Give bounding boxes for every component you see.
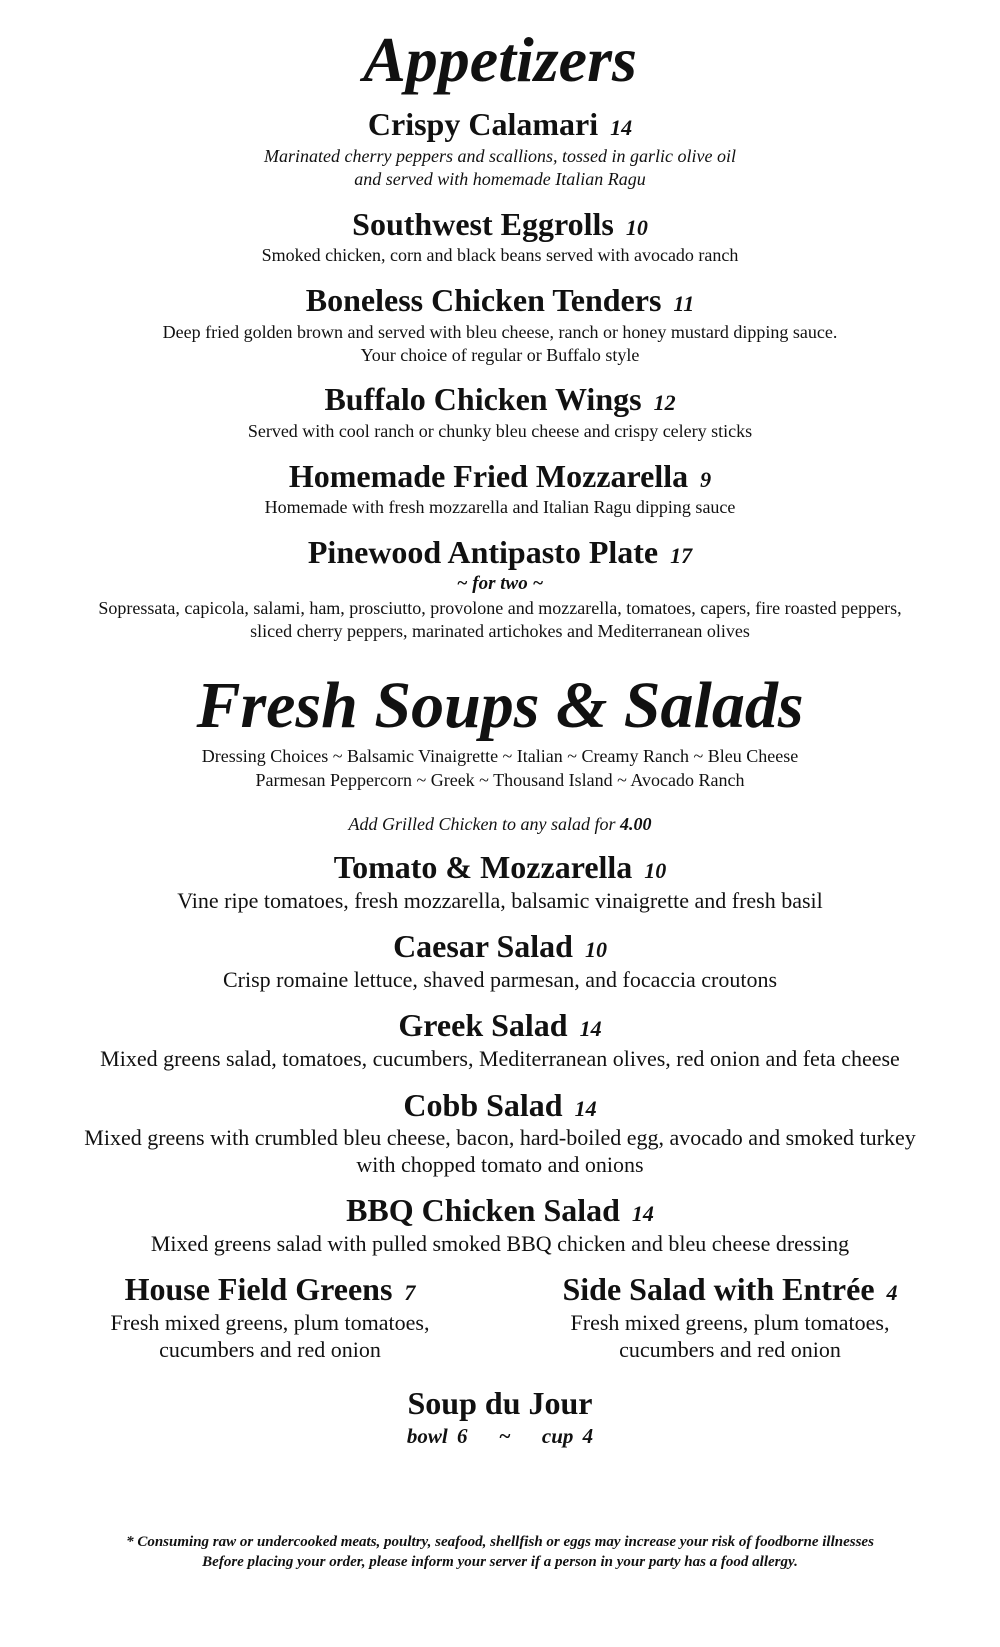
soup-prices [0, 1424, 1000, 1449]
add-chicken-text: Add Grilled Chicken to any salad for [348, 814, 616, 835]
item-name: House Field Greens [124, 1271, 393, 1308]
item-price: 10 [644, 858, 667, 884]
item-description: sliced cherry peppers, marinated artichokes and Mediterranean olives [250, 620, 750, 641]
soup-du-jour [0, 1385, 1000, 1449]
dressing-line: Parmesan Peppercorn ~ Greek ~ Thousand Island ~ Avocado Ranch [255, 769, 745, 790]
item-name: Tomato & Mozzarella [333, 849, 633, 886]
disclaimer-line: Before placing your order, please inform your server if a person in your party has a food allergy. [202, 1553, 798, 1570]
bowl-label: bowl [406, 1423, 448, 1448]
item-note: ~ for two ~ [456, 572, 544, 594]
item-description: Marinated cherry peppers and scallions, tossed in garlic olive oil [264, 145, 736, 166]
menu-item [500, 1271, 960, 1363]
menu-item [0, 106, 1000, 192]
food-safety-disclaimer [0, 1533, 1000, 1572]
item-name: Homemade Fried Mozzarella [288, 457, 689, 494]
item-description: Crisp romaine lettuce, shaved parmesan, and focaccia croutons [222, 967, 778, 993]
menu-item [0, 1007, 1000, 1072]
item-description: with chopped tomato and onions [356, 1151, 644, 1177]
side-salads [0, 1271, 1000, 1363]
price-separator: ~ [498, 1423, 511, 1448]
item-description: Smoked chicken, corn and black beans served with avocado ranch [261, 245, 739, 266]
item-description: and served with homemade Italian Ragu [354, 169, 646, 190]
item-name: Buffalo Chicken Wings [324, 381, 642, 418]
item-description: cucumbers and red onion [159, 1336, 381, 1362]
item-name: Boneless Chicken Tenders [305, 281, 662, 318]
item-price: 11 [673, 290, 695, 316]
cup-price: 4 [582, 1423, 594, 1448]
item-price: 14 [579, 1016, 602, 1042]
item-name: Side Salad with Entrée [562, 1271, 875, 1308]
item-description: Sopressata, capicola, salami, ham, prosciutto, provolone and mozzarella, tomatoes, capers, fire roasted peppers, [98, 597, 902, 618]
item-description: Vine ripe tomatoes, fresh mozzarella, balsamic vinaigrette and fresh basil [177, 887, 823, 913]
dressing-choices [0, 745, 1000, 792]
menu-item [40, 1271, 500, 1363]
menu-item [0, 534, 1000, 644]
item-name: Greek Salad [398, 1007, 568, 1044]
item-price: 9 [700, 466, 712, 492]
item-description: Served with cool ranch or chunky bleu cheese and crispy celery sticks [247, 421, 753, 442]
item-description: Fresh mixed greens, plum tomatoes, [110, 1310, 430, 1336]
item-description: Your choice of regular or Buffalo style [360, 344, 640, 365]
item-price: 7 [404, 1280, 416, 1306]
item-price: 14 [574, 1095, 597, 1121]
item-name: Cobb Salad [403, 1086, 563, 1123]
menu-item [0, 1192, 1000, 1257]
item-description: Fresh mixed greens, plum tomatoes, [570, 1310, 890, 1336]
item-price: 14 [610, 115, 633, 140]
item-name: Crispy Calamari [367, 106, 599, 142]
item-description: Homemade with fresh mozzarella and Italian Ragu dipping sauce [264, 497, 736, 518]
item-price: 12 [653, 390, 676, 416]
item-description: Mixed greens with crumbled bleu cheese, bacon, hard-boiled egg, avocado and smoked turkey [84, 1125, 916, 1151]
item-description: cucumbers and red onion [619, 1336, 841, 1362]
item-description: Mixed greens salad, tomatoes, cucumbers, Mediterranean olives, red onion and feta cheese [100, 1046, 900, 1072]
item-price: 14 [631, 1201, 654, 1227]
item-price: 17 [670, 542, 693, 568]
menu-item [0, 282, 1000, 368]
item-description: Deep fried golden brown and served with bleu cheese, ranch or honey mustard dipping sauce. [162, 321, 838, 342]
appetizers-list [0, 106, 1000, 643]
item-price: 10 [584, 937, 607, 963]
item-name: Caesar Salad [393, 928, 573, 965]
dressing-line: Dressing Choices ~ Balsamic Vinaigrette ~ Italian ~ Creamy Ranch ~ Bleu Cheese [201, 746, 799, 767]
menu-item [0, 928, 1000, 993]
item-price: 4 [886, 1280, 898, 1306]
add-chicken-note [0, 814, 1000, 835]
menu-item [0, 1087, 1000, 1179]
item-name: BBQ Chicken Salad [346, 1192, 620, 1229]
item-description: Mixed greens salad with pulled smoked BBQ chicken and bleu cheese dressing [150, 1231, 850, 1257]
soups-salads-title: Fresh Soups & Salads [196, 669, 804, 743]
item-name: Pinewood Antipasto Plate [307, 533, 659, 570]
menu-item [0, 458, 1000, 520]
item-price: 10 [625, 214, 648, 240]
appetizers-title: Appetizers [363, 24, 637, 95]
item-name: Southwest Eggrolls [352, 205, 614, 242]
cup-label: cup [541, 1423, 574, 1448]
bowl-price: 6 [456, 1423, 468, 1448]
menu-item [0, 849, 1000, 914]
disclaimer-line: * Consuming raw or undercooked meats, poultry, seafood, shellfish or eggs may increase your risk of foodborne illnesses [126, 1534, 874, 1550]
menu-item [0, 381, 1000, 443]
salads-list [0, 849, 1000, 1257]
menu-item [0, 206, 1000, 268]
soup-name: Soup du Jour [407, 1384, 593, 1421]
add-chicken-price: 4.00 [619, 814, 652, 835]
